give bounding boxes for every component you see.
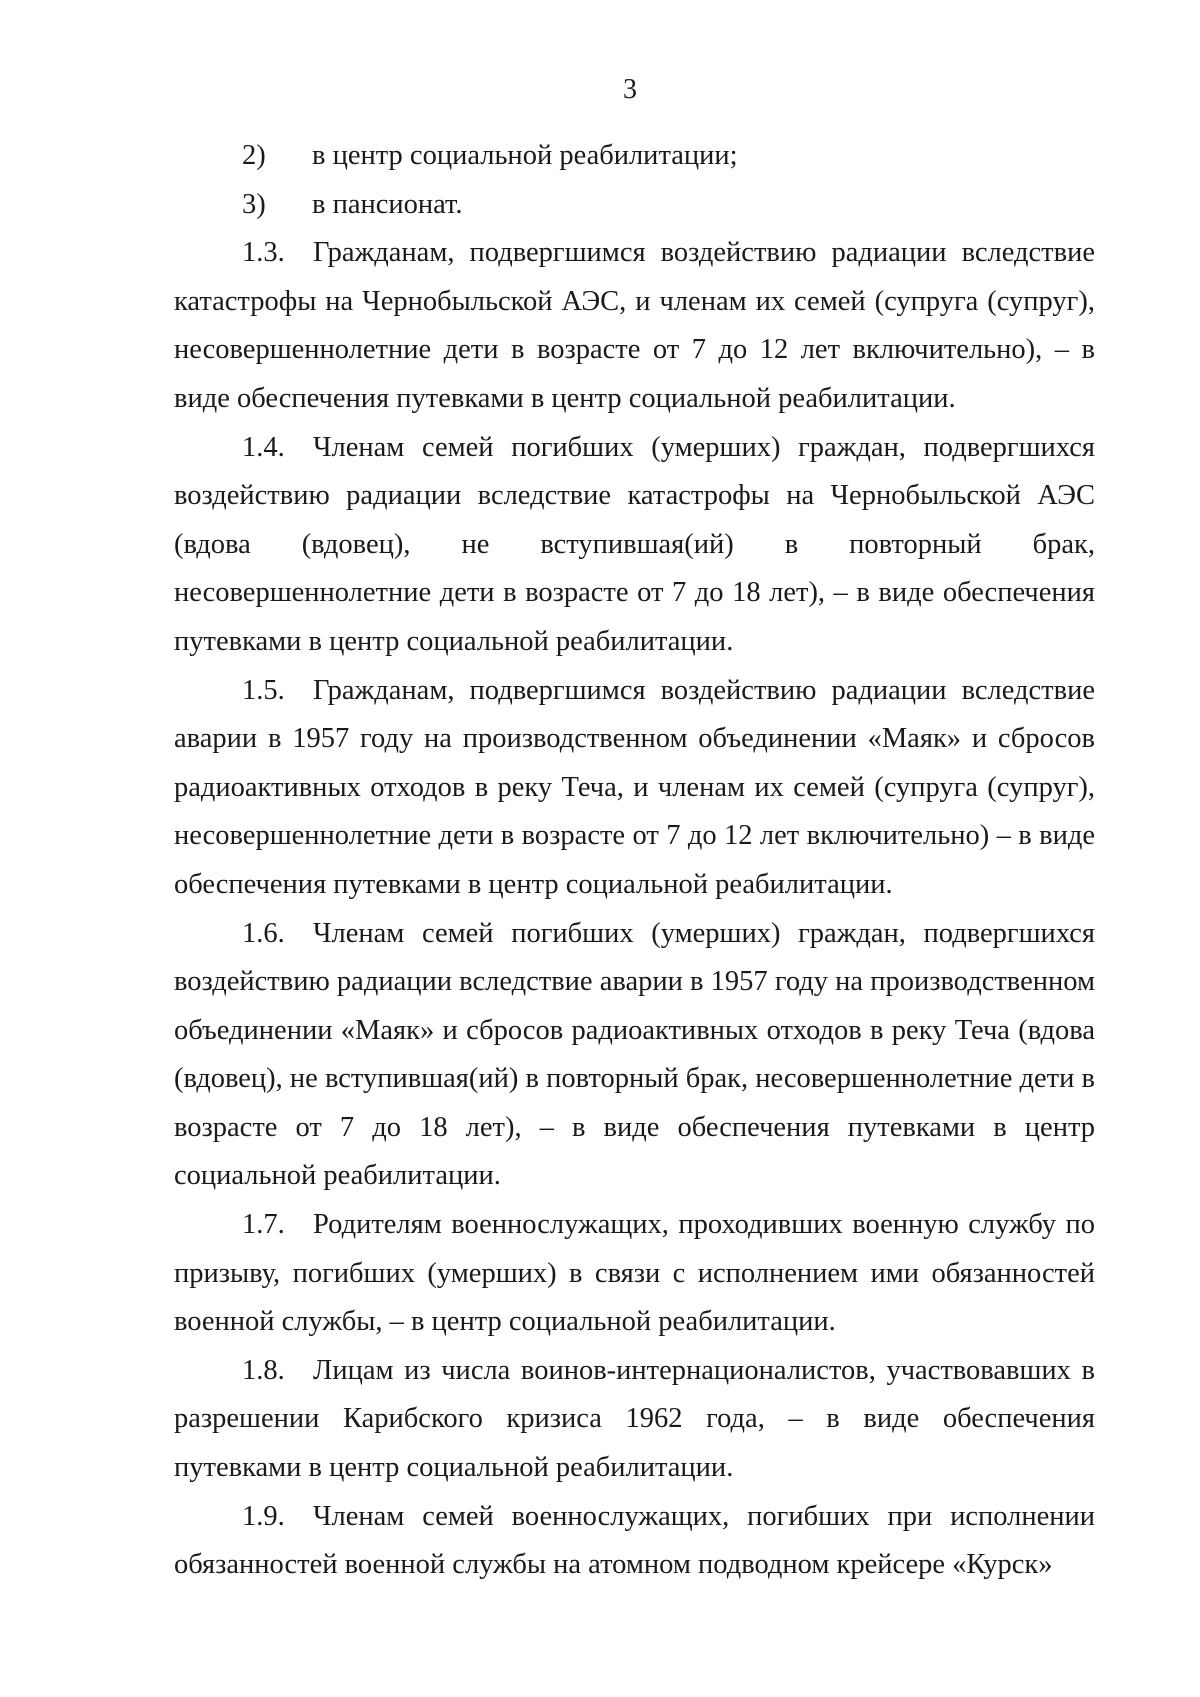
paragraph-text: Членам семей военнослужащих, погибших при исполнении обязанностей военной службы на атомном подводном крейсере «Курск» <box>174 1500 1103 1581</box>
list-item-text: в пансионат. <box>312 188 463 220</box>
paragraph-text: Родителям военнослужащих, проходивших военную службу по призыву, погибших (умерших) в связи с исполнением ими обязанностей военной службы, – в центр социальной реабилитации. <box>174 1209 1103 1338</box>
paragraph-1-6 <box>174 910 1103 1202</box>
paragraph-number: 1.9. <box>242 1500 285 1532</box>
paragraph-text: Членам семей погибших (умерших) граждан, подвергшихся воздействию радиации вследствие аварии в 1957 году на производственном объединении «Маяк» и сбросов радиоактивных отходов в реку Теча (вдова (вдовец), не вступившая(ий) в повторный брак, несовершеннолетние дети в возрасте от 7 до 18 лет), – в виде обеспечения путевками в центр социальной реабилитации. <box>174 917 1103 1192</box>
paragraph-number: 1.7. <box>242 1209 285 1241</box>
paragraph-text: Лицам из числа воинов-интернационалистов, участвовавших в разрешении Карибского кризиса 1962 года, – в виде обеспечения путевками в центр социальной реабилитации. <box>174 1354 1103 1484</box>
paragraph-1-9 <box>174 1493 1103 1590</box>
list-item <box>174 132 1095 181</box>
list-item-number: 3) <box>242 188 266 220</box>
paragraph-1-8 <box>174 1347 1103 1493</box>
paragraph-number: 1.5. <box>242 674 285 706</box>
list-item-text: в центр социальной реабилитации; <box>312 140 738 171</box>
paragraph-number: 1.6. <box>242 917 285 949</box>
paragraph-number: 1.4. <box>242 431 285 463</box>
paragraph-1-7 <box>174 1201 1103 1347</box>
paragraph-1-5 <box>174 667 1103 910</box>
list-item-number: 2) <box>242 140 266 171</box>
paragraph-text: Гражданам, подвергшимся воздействию радиации вследствие катастрофы на Чернобыльской АЭС, и членам их семей (супруга (супруг), несовершеннолетние дети в возрасте от 7 до 12 лет включительно), – в виде обеспечения путевками в центр социальной реабилитации. <box>174 237 1103 414</box>
paragraph-number: 1.3. <box>242 237 285 269</box>
paragraph-1-3 <box>174 229 1103 423</box>
paragraph-text: Гражданам, подвергшимся воздействию радиации вследствие аварии в 1957 году на производственном объединении «Маяк» и сбросов радиоактивных отходов в реку Теча, и членам их семей (супруга (супруг), несовершеннолетние дети в возрасте от 7 до 12 лет включительно) – в виде обеспечения путевками в центр социальной реабилитации. <box>174 674 1103 900</box>
document-body <box>174 132 1103 1590</box>
list-item <box>174 181 1095 230</box>
paragraph-text: Членам семей погибших (умерших) граждан, подвергшихся воздействию радиации вследствие катастрофы на Чернобыльской АЭС (вдова (вдовец), не вступившая(ий) в повторный брак, несовершеннолетние дети в возрасте от 7 до 18 лет), – в виде обеспечения путевками в центр социальной реабилитации. <box>174 431 1103 657</box>
paragraph-1-4 <box>174 424 1103 667</box>
page-number: 3 <box>623 74 637 105</box>
paragraph-number: 1.8. <box>242 1354 285 1386</box>
